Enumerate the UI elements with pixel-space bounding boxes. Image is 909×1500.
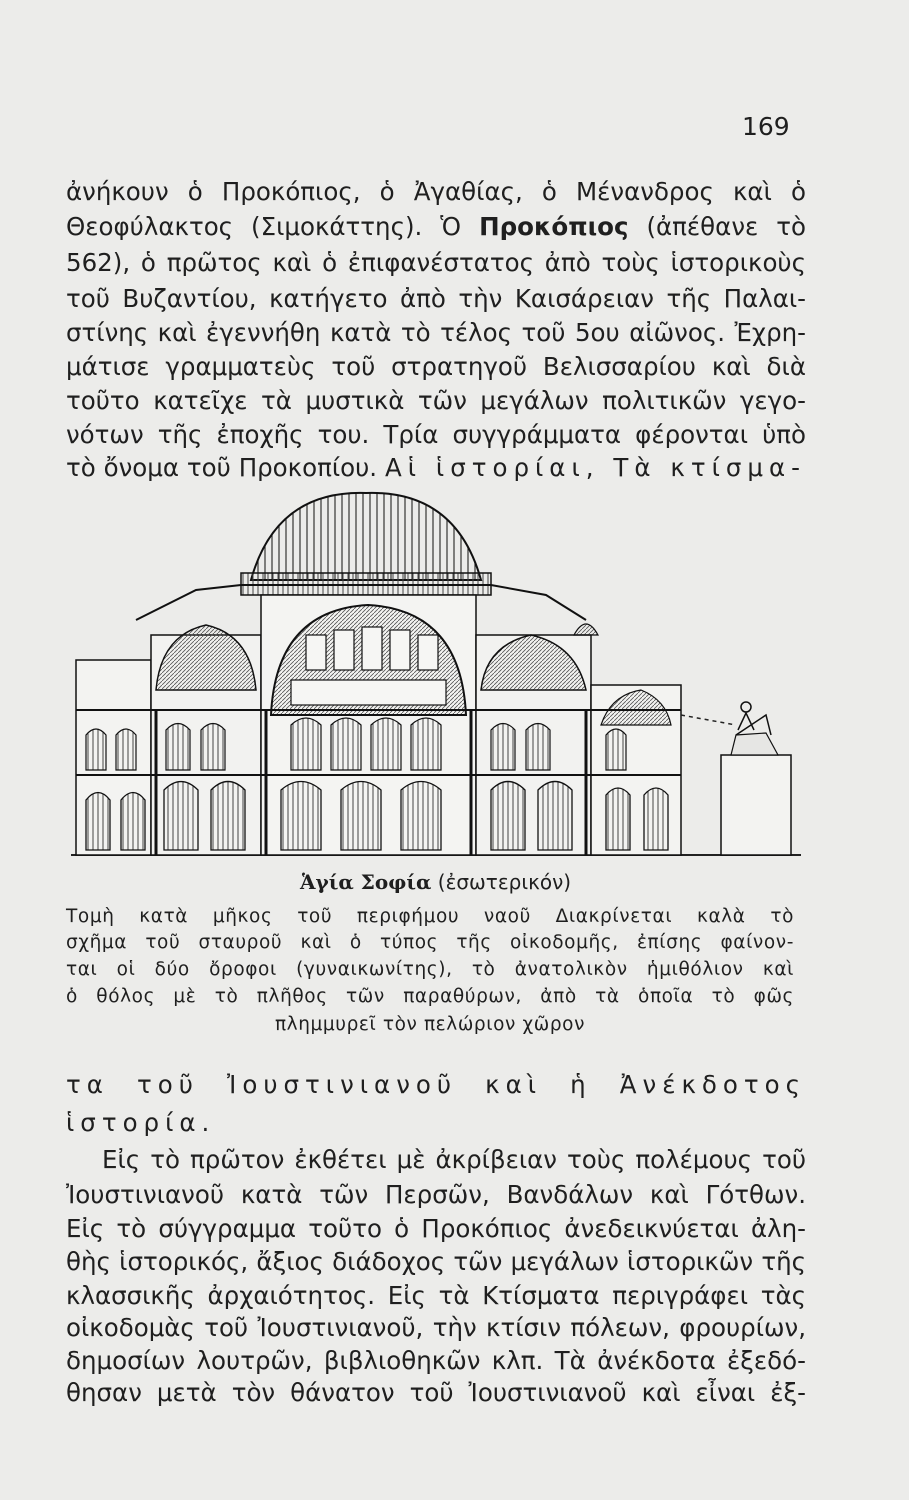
caption-bold: Ἁγία Σοφία [300,870,432,894]
spaced-title: Αἱ ἱστορίαι, Τὰ κτίσμα- [384,453,806,482]
text-line: οἰκοδομὰς τοῦ Ἰουστινιανοῦ, τὴν κτίσιν πόλεων, φρουρίων, [66,1313,806,1342]
page-number: 169 [742,112,790,141]
text-line: νότων τῆς ἐποχῆς του. Τρία συγγράμματα φέρονται ὑπὸ [66,420,806,449]
text-line: στίνης καὶ ἐγεννήθη κατὰ τὸ τέλος τοῦ 5ου αἰῶνος. Ἐχρη- [66,318,806,347]
hagia-sophia-illustration [66,485,806,865]
text-line: Ἰουστινιανοῦ κατὰ τῶν Περσῶν, Βανδάλων καὶ Γότθων. [66,1180,806,1209]
text-span: τὸ ὄνομα τοῦ Προκοπίου. [66,453,385,482]
text-line [66,212,806,242]
caption-line: πλημμυρεῖ τὸν πελώριον χῶρον [274,1014,586,1035]
text-line [66,453,806,483]
text-line: κλασσικῆς ἀρχαιότητος. Εἰς τὰ Κτίσματα περιγράφει τὰς [66,1281,806,1310]
text-line: τοῦ Βυζαντίου, κατήγετο ἀπὸ τὴν Καισάρειαν τῆς Παλαι- [66,284,806,313]
caption-rest: (ἐσωτερικόν) [431,870,572,894]
text-span: (ἀπέθανε τὸ [628,212,806,241]
bold-term: Προκόπιος [479,212,629,241]
text-line: 562), ὁ πρῶτος καὶ ὁ ἐπιφανέστατος ἀπὸ τοὺς ἱστορικοὺς [66,248,806,277]
text-line: δημοσίων λουτρῶν, βιβλιοθηκῶν κλπ. Τὰ ἀνέκδοτα ἐξεδό- [66,1346,806,1375]
text-line: θὴς ἱστορικός, ἄξιος διάδοχος τῶν μεγάλων ἱστορικῶν τῆς [66,1247,806,1276]
figure-caption-title [300,870,571,894]
text-line: ἀνήκουν ὁ Προκόπιος, ὁ Ἀγαθίας, ὁ Μένανδρος καὶ ὁ [66,177,806,206]
text-line: Εἰς τὸ σύγγραμμα τοῦτο ὁ Προκόπιος ἀνεδεικνύεται ἀλη- [66,1214,806,1243]
text-line: μάτισε γραμματεὺς τοῦ στρατηγοῦ Βελισσαρίου καὶ διὰ [66,352,806,381]
text-span: Θεοφύλακτος (Σιμοκάττης). Ὁ [66,212,480,241]
text-line: ἱστορία. [66,1108,216,1137]
text-line: Εἰς τὸ πρῶτον ἐκθέτει μὲ ἀκρίβειαν τοὺς πολέμους τοῦ [102,1145,806,1174]
caption-line: σχῆμα τοῦ σταυροῦ καὶ ὁ τύπος τῆς οἰκοδομῆς, ἐπίσης φαίνον- [66,932,794,953]
text-line: τα τοῦ Ἰουστινιανοῦ καὶ ἡ Ἀνέκδοτος [66,1070,806,1099]
caption-line: ται οἱ δύο ὄροφοι (γυναικωνίτης), τὸ ἀνατολικὸν ἡμιθόλιον καὶ [66,959,794,980]
caption-line: ὁ θόλος μὲ τὸ πλῆθος τῶν παραθύρων, ἀπὸ τὰ ὁποῖα τὸ φῶς [66,986,794,1007]
caption-line: Τομὴ κατὰ μῆκος τοῦ περιφήμου ναοῦ Διακρίνεται καλὰ τὸ [66,906,794,927]
text-line: θησαν μετὰ τὸν θάνατον τοῦ Ἰουστινιανοῦ καὶ εἶναι ἐξ- [66,1378,806,1407]
text-line: τοῦτο κατεῖχε τὰ μυστικὰ τῶν μεγάλων πολιτικῶν γεγο- [66,386,806,415]
